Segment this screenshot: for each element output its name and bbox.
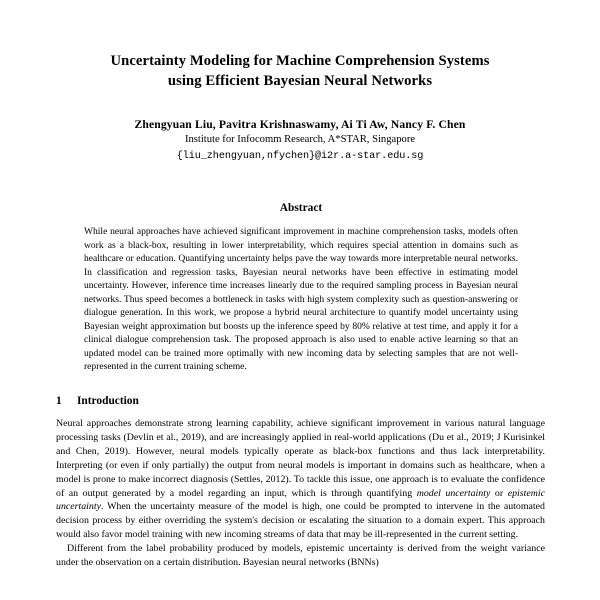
title-line-1: Uncertainty Modeling for Machine Comprehension Systems bbox=[110, 53, 490, 69]
author-list: Zhengyuan Liu, Pavitra Krishnaswamy, Ai Ti Aw, Nancy F. Chen bbox=[134, 118, 466, 131]
contact-email: {liu_zhengyuan,nfychen}@i2r.a-star.edu.sg bbox=[176, 151, 424, 162]
section-number: 1 bbox=[56, 395, 62, 408]
body-paragraph: Different from the label probability produced by models, epistemic uncertainty is derived from the weight variance under the observation on a certain distribution. Bayesian neural networks (BNNs) bbox=[56, 543, 545, 569]
abstract-heading: Abstract bbox=[279, 202, 323, 214]
section-body-introduction bbox=[0, 417, 600, 570]
abstract-section bbox=[0, 202, 600, 374]
title-block bbox=[0, 0, 600, 91]
body-paragraph: Neural approaches demonstrate strong learning capability, achieve significant improvement in various natural language processing tasks (Devlin et al., 2019), and are increasingly applied in real-world applications (Du et al., 2019; J Kurisinkel and Chen, 2019). However, neural models typically operate as black-box functions and thus lack interpretability. Interpreting (or even if only partially) the output from neural models is important in domains such as healthcare, when a model is prone to make incorrect diagnosis (Settles, 2012). To tackle this issue, one approach is to evaluate the confidence of an output generated by a model regarding an input, which is through quantifying model uncertainty or epistemic uncertainty. When the uncertainty measure of the model is high, one could be prompted to intervene in the automated decision process by either overriding the system's decision or escalating the situation to a domain expert. This approach would also favor model training with new incoming streams of data that may be ill-represented in the current setting. bbox=[56, 418, 545, 541]
section-title: Introduction bbox=[77, 395, 139, 408]
abstract-text: While neural approaches have achieved significant improvement in machine comprehension tasks, models often work as a black-box, resulting in lower interpretability, which requires special attention in domains such as healthcare or education. Quantifying uncertainty helps pave the way towards more interpretable neural networks. In classification and regression tasks, Bayesian neural networks have been effective in estimating model uncertainty. However, inference time increases linearly due to the required sampling process in Bayesian neural networks. Thus speed becomes a bottleneck in tasks with high system complexity such as question-answering or dialogue generation. In this work, we propose a hybrid neural architecture to quantify model uncertainty using Bayesian weight approximation but boosts up the inference speed by 80% relative at test time, and apply it for a clinical dialogue comprehension task. The proposed approach is also used to enable active learning so that an updated model can be trained more optimally with new incoming data by selecting samples that are not well-represented in the current training scheme. bbox=[84, 226, 518, 373]
authors-block bbox=[0, 117, 600, 164]
section-heading-introduction bbox=[0, 395, 600, 407]
affiliation: Institute for Infocomm Research, A*STAR, Singapore bbox=[184, 134, 416, 145]
page-title bbox=[65, 52, 535, 91]
title-line-2: using Efficient Bayesian Neural Networks bbox=[167, 72, 433, 89]
